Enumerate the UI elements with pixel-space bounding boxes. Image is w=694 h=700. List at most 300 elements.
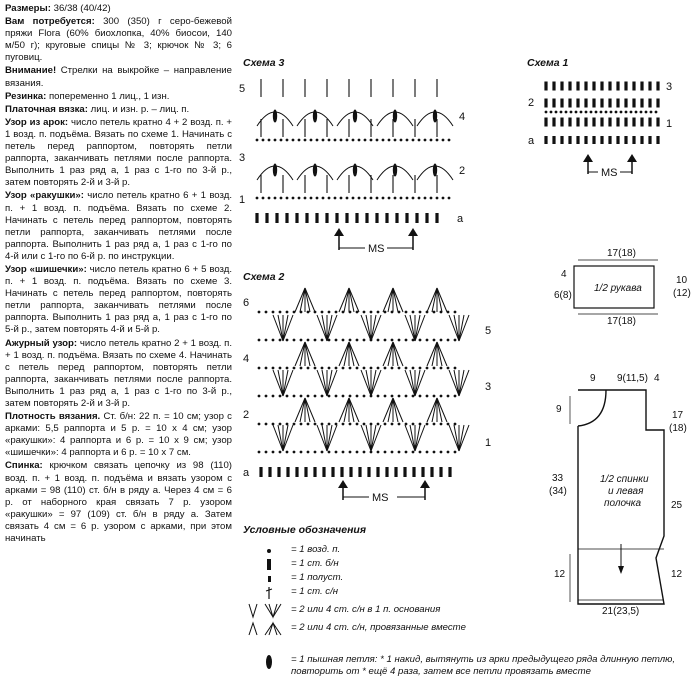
sc-mark: [624, 82, 627, 91]
chain-mark: [391, 423, 394, 426]
chain-mark: [279, 451, 282, 454]
body-label-1: 1/2 спинки: [600, 474, 649, 485]
chain-mark: [376, 197, 379, 200]
chain-mark: [334, 197, 337, 200]
chain-mark: [388, 197, 391, 200]
cluster-mark: [388, 288, 393, 312]
chain-mark: [406, 139, 409, 142]
fan-mark: [283, 370, 293, 396]
chain-mark: [382, 139, 385, 142]
sleeve-left-b: 6(8): [554, 290, 572, 301]
scheme2-row-1: 1: [485, 437, 492, 449]
scheme2-row-a: а: [243, 467, 250, 479]
chain-mark: [630, 111, 633, 114]
chain-mark: [321, 367, 324, 370]
chain-mark: [328, 451, 331, 454]
chain-mark: [346, 139, 349, 142]
scheme3-row-5: 5: [239, 83, 246, 95]
shell-value: число петель кратно 6 + 1 возд. п. + 1 возд. п. подъёма. Вязать по схеме 2. Начинать с петель перед раппортом, повторять петли раппорта, заканчивать петлями после раппорта. Выполнить 1 раз ряд а, 1 раз с 1-го по 4-й или с 1-го по 6-й р. по инструкции.: [5, 190, 232, 262]
scheme1-title: Схема 1: [527, 57, 569, 69]
cluster-mark: [349, 288, 359, 312]
chain-mark: [447, 395, 450, 398]
sc-mark: [340, 467, 343, 477]
puff-mark: [273, 110, 277, 123]
scheme2-ms: MS: [372, 492, 389, 504]
fan-mark: [327, 370, 337, 396]
sc-mark: [265, 213, 268, 223]
chain-mark: [377, 451, 380, 454]
chain-mark: [440, 451, 443, 454]
puff-mark: [433, 164, 437, 177]
chain-mark: [645, 111, 648, 114]
sc-mark: [286, 467, 289, 477]
chain-mark: [448, 139, 451, 142]
chain-mark: [310, 139, 313, 142]
fan-mark: [371, 370, 381, 396]
chain-mark: [454, 311, 457, 314]
chain-mark: [322, 139, 325, 142]
fan-mark: [278, 370, 283, 396]
fan-mark: [371, 370, 376, 396]
chain-mark: [279, 339, 282, 342]
legend-item-puff: [243, 654, 683, 684]
chain-mark: [384, 451, 387, 454]
chain-mark: [307, 451, 310, 454]
sc-mark: [592, 82, 595, 91]
fan-mark: [415, 315, 425, 341]
chain-mark: [384, 339, 387, 342]
fan-mark: [405, 425, 415, 451]
puff-mark: [313, 110, 317, 123]
density-label: Плотность вязания.: [5, 411, 101, 423]
sc-mark: [648, 118, 651, 127]
chain-mark: [447, 311, 450, 314]
fan-mark: [449, 370, 459, 396]
chain-symbol-icon: [243, 544, 291, 558]
fan-mark: [410, 425, 415, 451]
chain-mark: [258, 339, 261, 342]
chain-mark: [394, 197, 397, 200]
chain-mark: [447, 451, 450, 454]
chain-mark: [258, 423, 261, 426]
fan-mark: [327, 315, 332, 341]
body-left-mid-b: (34): [549, 486, 567, 497]
chain-mark: [272, 395, 275, 398]
sc-mark: [275, 213, 278, 223]
chain-mark: [335, 423, 338, 426]
chain-mark: [405, 395, 408, 398]
chain-mark: [370, 451, 373, 454]
chain-mark: [610, 111, 613, 114]
puff-mark: [273, 164, 277, 177]
chain-mark: [265, 339, 268, 342]
chain-mark: [545, 111, 548, 114]
sc-mark: [656, 99, 659, 108]
chain-mark: [349, 311, 352, 314]
chain-mark: [293, 367, 296, 370]
body-right-mid: 25: [671, 500, 683, 511]
cluster-mark: [349, 398, 359, 422]
chain-mark: [635, 111, 638, 114]
sc-mark: [394, 467, 397, 477]
chain-mark: [440, 339, 443, 342]
chain-mark: [424, 139, 427, 142]
sc-mark: [315, 213, 318, 223]
sc-mark: [632, 136, 635, 144]
body-pattern: [548, 368, 688, 618]
fan-mark: [283, 315, 293, 341]
chain-mark: [272, 451, 275, 454]
cluster-mark: [388, 398, 393, 422]
chain-mark: [298, 139, 301, 142]
chain-mark: [307, 367, 310, 370]
chain-mark: [272, 339, 275, 342]
chain-mark: [340, 197, 343, 200]
sc-mark: [415, 213, 418, 223]
sc-mark: [608, 118, 611, 127]
chain-mark: [419, 451, 422, 454]
chain-mark: [358, 197, 361, 200]
chain-mark: [300, 451, 303, 454]
lace-paragraph: [5, 338, 232, 411]
sc-mark: [592, 99, 595, 108]
sleeve-right-a: 10: [676, 275, 688, 286]
cluster-mark: [393, 398, 398, 422]
chain-mark: [262, 197, 265, 200]
slst-symbol-icon: [243, 572, 291, 586]
fan-mark: [454, 315, 459, 341]
sc-mark: [385, 467, 388, 477]
chain-mark: [580, 111, 583, 114]
scheme3-row-1: 1: [239, 194, 246, 206]
chain-mark: [307, 423, 310, 426]
chain-mark: [406, 197, 409, 200]
chain-mark: [304, 139, 307, 142]
density-paragraph: [5, 411, 232, 459]
sc-mark: [259, 467, 262, 477]
chain-mark: [356, 451, 359, 454]
chain-mark: [293, 423, 296, 426]
scheme1-row-1: 1: [666, 118, 673, 130]
arch-value: число петель кратно 4 + 2 возд. п. + 1 возд. п. подъёма. Вязать по схеме 1. Начинать с петель перед раппортом, повторять петли раппорта, заканчивать петлями после раппорта. Выполнить 1 раз ряд а, 1 раз с 1-го по 3-й р., затем повторять 2-й и 3-й р.: [5, 116, 232, 189]
stock-paragraph: [5, 104, 232, 116]
chain-mark: [426, 395, 429, 398]
chain-mark: [363, 423, 366, 426]
chain-mark: [398, 311, 401, 314]
legend-text-puff: = 1 пышная петля: * 1 накид, вытянуть из арки предыдущего ряда длинную петлю, повторить от * ещё 4 раза, затем все петли провязать вместе: [291, 654, 676, 677]
chain-mark: [314, 395, 317, 398]
sc-mark: [448, 467, 451, 477]
cluster-mark: [344, 342, 349, 366]
chain-mark: [293, 451, 296, 454]
chain-mark: [433, 395, 436, 398]
chain-mark: [363, 395, 366, 398]
cluster-mark: [437, 288, 447, 312]
chain-mark: [391, 367, 394, 370]
chain-mark: [384, 395, 387, 398]
legend-text-slst: = 1 полуст.: [291, 572, 344, 583]
fan-mark: [459, 370, 469, 396]
chain-mark: [454, 367, 457, 370]
fan-mark: [415, 370, 420, 396]
fan-mark: [454, 370, 459, 396]
chain-mark: [442, 139, 445, 142]
chain-mark: [342, 367, 345, 370]
cluster-mark: [344, 288, 349, 312]
fan-mark: [283, 315, 288, 341]
chain-mark: [328, 339, 331, 342]
chain-mark: [405, 451, 408, 454]
cluster-mark: [305, 342, 315, 366]
chain-mark: [280, 139, 283, 142]
sc-mark: [576, 99, 579, 108]
fan-mark: [361, 370, 371, 396]
chain-mark: [454, 423, 457, 426]
chain-mark: [286, 311, 289, 314]
sc-mark: [295, 213, 298, 223]
fan-mark: [283, 370, 288, 396]
cluster-mark: [432, 288, 437, 312]
sc-mark: [632, 118, 635, 127]
chain-mark: [349, 339, 352, 342]
rib-paragraph: [5, 91, 232, 103]
chain-mark: [272, 311, 275, 314]
fan-mark: [366, 370, 371, 396]
lace-value: число петель кратно 2 + 1 возд. п. + 1 возд. п. подъёма. Вязать по схеме 4. Начинать с петель перед раппортом, повторять петли раппорта, заканчивать петлями после раппорта. Выполнить 1 раз ряд а, 1 раз с 1-го по 3-й р., затем повторять 2-й и 3-й р.: [5, 337, 232, 409]
sc-mark: [345, 213, 348, 223]
chain-mark: [384, 311, 387, 314]
bump-value: число петель кратно 6 + 5 возд. п. + 1 возд. п. подъёма. Вязать по схеме 3. Начинать с петель перед раппортом, повторять петли раппорта, заканчивать петлями после раппорта. Выполнить 1 раз ряд а, 1 раз с 1-го по 5-й р., затем повторять 4-й и 5-й р.: [5, 263, 232, 336]
chain-mark: [310, 197, 313, 200]
fan-mark: [322, 370, 327, 396]
chain-mark: [265, 395, 268, 398]
lace-label: Ажурный узор:: [5, 337, 78, 349]
cluster-mark: [437, 288, 442, 312]
sc-mark: [277, 467, 280, 477]
sc-mark: [632, 99, 635, 108]
sc-mark: [331, 467, 334, 477]
sc-mark: [425, 213, 428, 223]
chain-mark: [314, 367, 317, 370]
cluster-mark: [432, 398, 437, 422]
cluster-mark: [393, 288, 398, 312]
chain-mark: [442, 197, 445, 200]
cluster-mark: [437, 398, 447, 422]
chain-mark: [615, 111, 618, 114]
legend-text-sc: = 1 ст. б/н: [291, 558, 339, 569]
cluster-mark: [349, 342, 359, 366]
cluster-mark: [349, 342, 354, 366]
chain-mark: [433, 367, 436, 370]
sc-mark: [624, 99, 627, 108]
chain-mark: [370, 139, 373, 142]
puff-mark: [353, 110, 357, 123]
chain-mark: [356, 339, 359, 342]
chain-mark: [286, 367, 289, 370]
chain-mark: [279, 395, 282, 398]
scheme1-row-2: 2: [528, 97, 535, 109]
legend-text-dc: = 1 ст. с/н: [291, 586, 339, 597]
chain-mark: [321, 311, 324, 314]
cluster-mark: [300, 288, 305, 312]
sc-mark: [616, 82, 619, 91]
attention-label: Внимание!: [5, 65, 57, 77]
fan-mark: [405, 315, 415, 341]
chain-mark: [321, 451, 324, 454]
fan-mark: [410, 370, 415, 396]
sc-mark: [656, 118, 659, 127]
chain-mark: [398, 367, 401, 370]
cluster-mark: [427, 342, 437, 366]
chain-mark: [335, 367, 338, 370]
attention-value: Стрелки на выкройке – направление вязания.: [5, 65, 232, 89]
puff-symbol-icon: [243, 654, 291, 668]
sc-mark: [544, 99, 547, 108]
chain-mark: [377, 367, 380, 370]
chain-mark: [391, 395, 394, 398]
chain-mark: [340, 139, 343, 142]
back-label: Спинка:: [5, 460, 43, 472]
chain-mark: [433, 339, 436, 342]
chain-mark: [298, 197, 301, 200]
fan-mark: [459, 425, 464, 451]
fan-mark: [459, 370, 464, 396]
sc-mark: [608, 99, 611, 108]
body-right-top-b: (18): [669, 423, 687, 434]
sc-mark: [560, 136, 563, 144]
chain-mark: [655, 111, 658, 114]
chain-mark: [335, 451, 338, 454]
sizes-label: Размеры:: [5, 3, 51, 14]
chain-mark: [342, 339, 345, 342]
chain-mark: [447, 339, 450, 342]
sc-mark: [568, 136, 571, 144]
fan-mark: [410, 315, 415, 341]
body-label-3: полочка: [604, 498, 642, 509]
chain-mark: [307, 395, 310, 398]
chain-mark: [265, 451, 268, 454]
materials-value: 300 (350) г серо-бежевой пряжи Flora (60% биохлопка, 40% биосои, 140 м/50 г); круговые спицы № 3; крючок № 3; 6 пуговиц.: [5, 16, 232, 64]
chain-mark: [286, 139, 289, 142]
sc-mark: [439, 467, 442, 477]
chain-mark: [349, 367, 352, 370]
sc-mark: [584, 82, 587, 91]
cluster-mark: [339, 398, 349, 422]
fan-mark: [278, 315, 283, 341]
scheme2-row-4: 4: [243, 353, 250, 365]
chain-mark: [262, 139, 265, 142]
chain-mark: [595, 111, 598, 114]
chain-mark: [314, 451, 317, 454]
cluster-mark: [305, 288, 310, 312]
chain-mark: [440, 395, 443, 398]
chain-mark: [433, 451, 436, 454]
fan-mark: [366, 315, 371, 341]
chain-mark: [370, 423, 373, 426]
sc-mark: [435, 213, 438, 223]
chain-mark: [419, 395, 422, 398]
chain-mark: [398, 339, 401, 342]
legend-title: Условные обозначения: [243, 524, 367, 536]
chain-mark: [286, 197, 289, 200]
sc-mark: [600, 118, 603, 127]
chain-mark: [448, 197, 451, 200]
chain-mark: [426, 311, 429, 314]
chain-mark: [300, 423, 303, 426]
chain-mark: [424, 197, 427, 200]
chain-mark: [280, 197, 283, 200]
fan-mark: [415, 425, 420, 451]
cluster-mark: [432, 342, 437, 366]
scheme3-chart: [235, 70, 465, 270]
body-right-top-a: 17: [672, 410, 684, 421]
sc-symbol-icon: [243, 558, 291, 572]
sc-mark: [322, 467, 325, 477]
legend-text-chain: = 1 возд. п.: [291, 544, 341, 555]
cluster-mark: [295, 342, 305, 366]
chain-mark: [412, 139, 415, 142]
chain-mark: [265, 423, 268, 426]
chain-mark: [265, 311, 268, 314]
stock-label: Платочная вязка:: [5, 103, 88, 115]
chain-mark: [342, 451, 345, 454]
chain-mark: [328, 311, 331, 314]
scheme3-title: Схема 3: [243, 57, 285, 69]
fan-mark: [327, 370, 332, 396]
fan-mark: [273, 370, 283, 396]
chain-mark: [370, 339, 373, 342]
chain-mark: [370, 395, 373, 398]
chain-mark: [328, 423, 331, 426]
chain-mark: [377, 423, 380, 426]
sc-mark: [325, 213, 328, 223]
chain-mark: [433, 423, 436, 426]
chain-mark: [418, 197, 421, 200]
chain-mark: [307, 339, 310, 342]
chain-mark: [342, 395, 345, 398]
bump-paragraph: [5, 264, 232, 337]
sc-mark: [648, 99, 651, 108]
chain-mark: [575, 111, 578, 114]
sc-mark: [568, 118, 571, 127]
chain-mark: [376, 139, 379, 142]
sizes-value: 36/38 (40/42): [53, 3, 111, 14]
sc-mark: [268, 467, 271, 477]
scheme3-row-2: 2: [459, 165, 466, 177]
sc-mark: [375, 213, 378, 223]
sleeve-top-dim: 17(18): [607, 248, 636, 259]
density-value: Ст. б/н: 22 п. = 10 см; узор с арками: 5,5 раппорта и 5 р. = 10 х 4 см; узор «ракушки»: 4 раппорта и 6 р. = 10 х 9 см; узор «шишечки»: 4 раппорта и 6 р. = 10 х 7 см.: [5, 411, 232, 459]
arch-paragraph: [5, 117, 232, 190]
chain-mark: [440, 423, 443, 426]
sc-mark: [608, 82, 611, 91]
sc-mark: [335, 213, 338, 223]
cluster-mark: [393, 288, 403, 312]
fan-mark: [317, 315, 327, 341]
sc-mark: [305, 213, 308, 223]
cluster-mark: [305, 398, 310, 422]
chain-mark: [412, 423, 415, 426]
fan-mark: [361, 315, 371, 341]
chain-mark: [286, 423, 289, 426]
chain-mark: [440, 367, 443, 370]
puff-mark: [393, 164, 397, 177]
chain-mark: [316, 197, 319, 200]
chain-mark: [268, 139, 271, 142]
scheme2-title: Схема 2: [243, 271, 285, 283]
sleeve-label: 1/2 рукава: [594, 283, 642, 294]
sc-mark: [385, 213, 388, 223]
